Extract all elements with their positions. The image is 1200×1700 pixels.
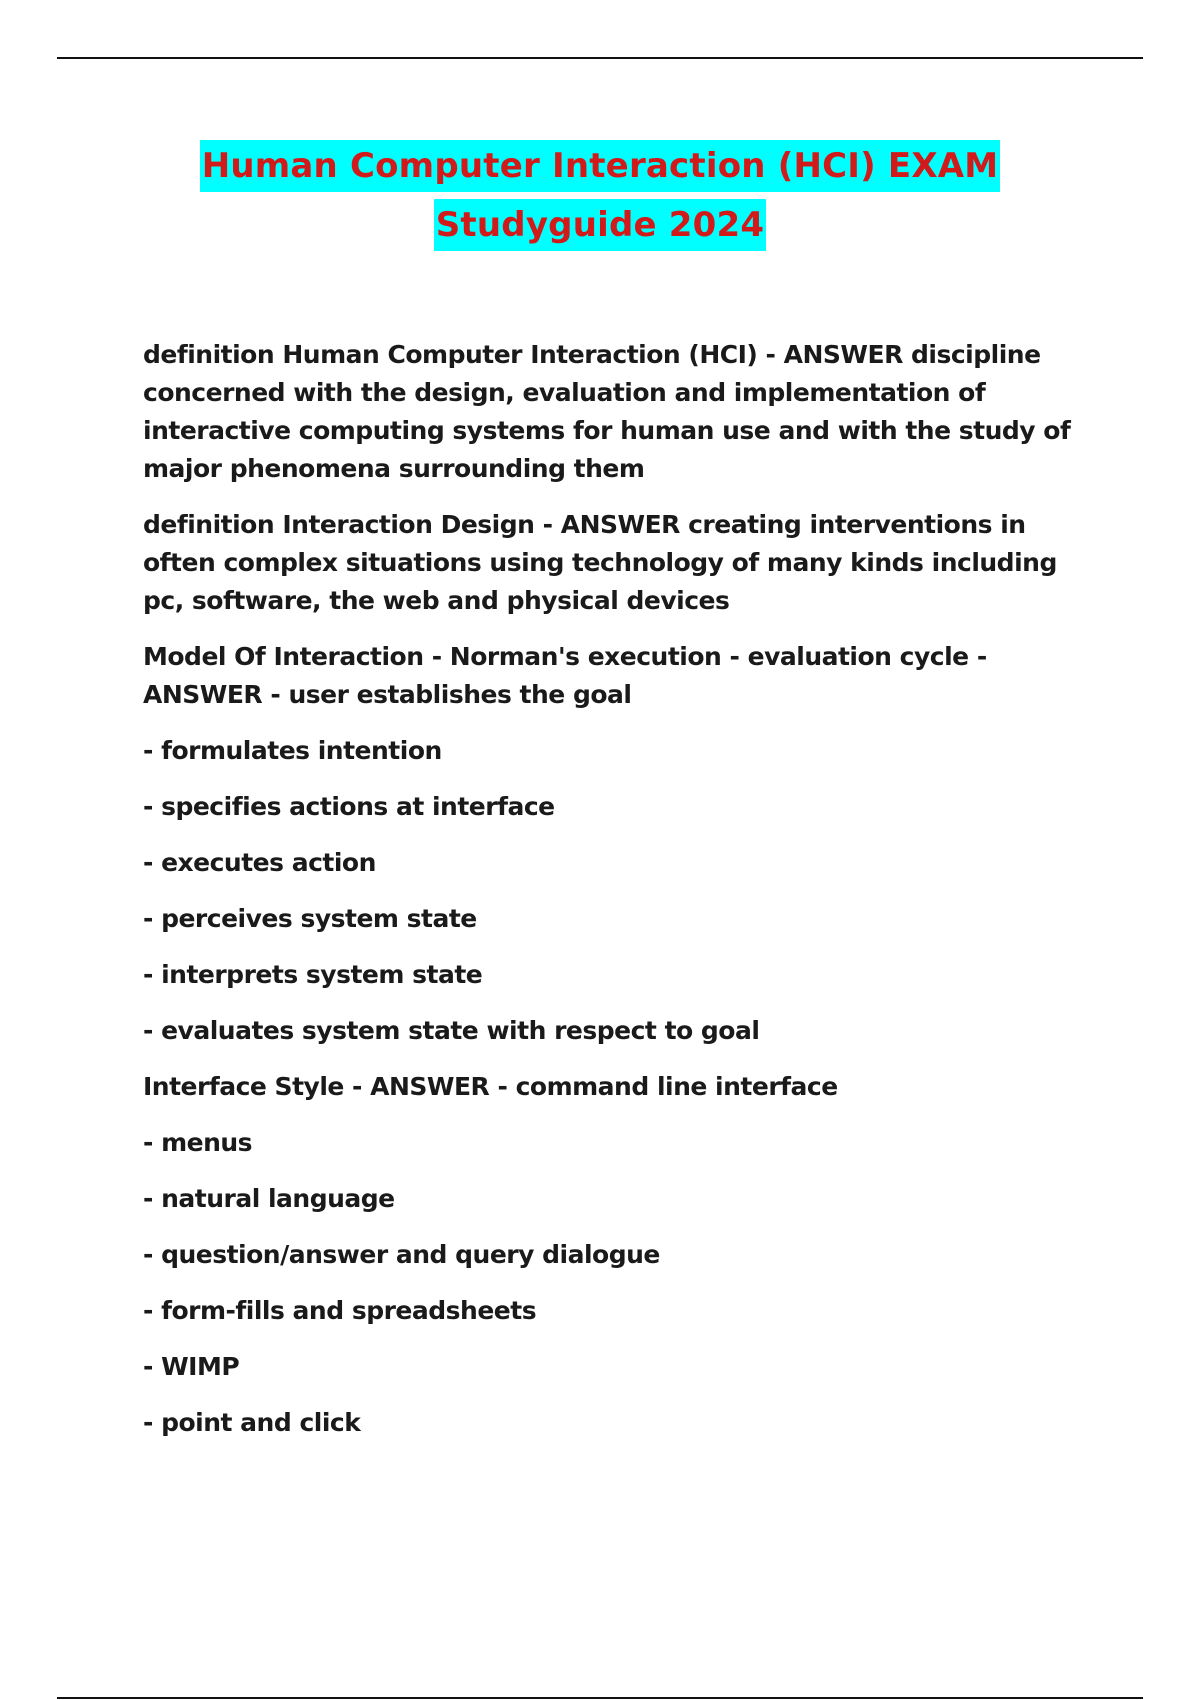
list-item: - perceives system state (143, 904, 477, 933)
list-item: - interprets system state (143, 960, 483, 989)
list-item: - menus (143, 1128, 253, 1157)
list-item: - formulates intention (143, 736, 442, 765)
paragraph-interface-style: Interface Style - ANSWER - command line interface (143, 1072, 838, 1101)
bottom-rule (57, 1697, 1143, 1699)
paragraph-interaction-design-definition: definition Interaction Design - ANSWER creating interventions in often complex situations using technology of many kinds including pc, software, the web and physical devices (143, 510, 1057, 615)
title-line-1: Human Computer Interaction (HCI) EXAM (200, 140, 1001, 192)
top-rule (57, 57, 1143, 59)
list-item: - WIMP (143, 1352, 240, 1381)
list-item: - natural language (143, 1184, 395, 1213)
list-item: - executes action (143, 848, 376, 877)
title-line-2: Studyguide 2024 (434, 199, 767, 251)
list-item: - question/answer and query dialogue (143, 1240, 660, 1269)
list-item: - evaluates system state with respect to goal (143, 1016, 760, 1045)
list-item: - specifies actions at interface (143, 792, 555, 821)
document-title (0, 140, 1200, 258)
list-item: - point and click (143, 1408, 361, 1437)
list-item: - form-fills and spreadsheets (143, 1296, 537, 1325)
paragraph-model-of-interaction: Model Of Interaction - Norman's execution - evaluation cycle - ANSWER - user establishes the goal (143, 642, 987, 709)
document-body (143, 336, 1073, 1460)
paragraph-hci-definition: definition Human Computer Interaction (HCI) - ANSWER discipline concerned with the design, evaluation and implementation of interactive computing systems for human use and with the study of major phenomena surrounding them (143, 340, 1071, 483)
